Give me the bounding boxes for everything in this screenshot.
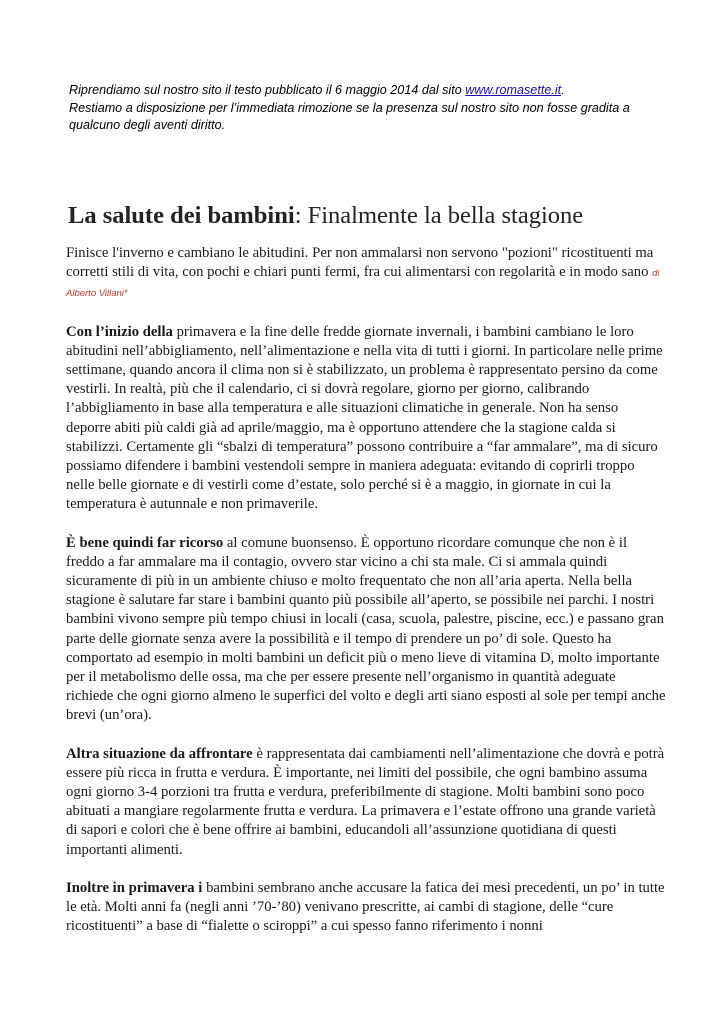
notice-period: . (561, 83, 565, 97)
article-paragraph-4 (66, 879, 666, 937)
paragraph-4-lead: Inoltre in primavera i (66, 879, 203, 896)
intro-text: Finisce l'inverno e cambiano le abitudini. Per non ammalarsi non servono "pozioni" ricostituenti ma corretti stili di vita, con pochi e chiari punti fermi, fra cui alimentarsi con regolarità e in modo sano (66, 245, 654, 281)
paragraph-3-text: è rappresentata dai cambiamenti nell’alimentazione che dovrà e potrà essere più ricca in frutta e verdura. È importante, nei limiti del possibile, che ogni bambino assuma ogni giorno 3-4 porzioni tra frutta e verdura, preferibilmente di stagione. Molti bambini sono poco abituati a mangiare regolarmente frutta e verdura. La primavera e l’estate offrono una grande varietà di sapori e colori che è bene offrire ai bambini, educandoli all’assunzione quotidiana di questi importanti alimenti. (66, 745, 665, 858)
paragraph-3-lead: Altra situazione da affrontare (66, 745, 253, 762)
article-author: di Alberto Villani* (66, 268, 660, 300)
article-paragraph-2 (66, 534, 666, 726)
article-paragraph-3 (66, 745, 666, 860)
article-title-main: La salute dei bambini (68, 202, 295, 229)
notice-line-2: Restiamo a disposizione per l’immediata rimozione se la presenza sul nostro sito non fosse gradita a qualcuno degli aventi diritto. (69, 100, 630, 132)
paragraph-1-lead: Con l’inizio della (66, 323, 173, 340)
paragraph-2-text: al comune buonsenso. È opportuno ricordare comunque che non è il freddo a far ammalare ma il contagio, ovvero star vicino a chi sta male. Ci si ammala quindi sicuramente di più in un ambiente chiuso e molto frequentato che non all’aria aperta. Nella bella stagione è salutare far stare i bambini quanto più possibile all’aperto, se possibile nei parchi. I nostri bambini vivono sempre più tempo chiusi in locali (casa, scuola, palestre, piscine, ecc.) e passano gran parte delle giornate senza avere la possibilità e il tempo di prendere un po’ di sole. Questo ha comportato ad esempio in molti bambini un deficit più o meno lieve di vitamina D, molto importante per il metabolismo delle ossa, ma che per essere presente nell’organismo in quantità adeguate richiede che ogni giorno almeno le superfici del volto e degli arti siano esposti al sole per tempi anche brevi (un’ora). (66, 534, 666, 724)
article-paragraph-1 (66, 323, 666, 515)
republication-notice (69, 82, 649, 135)
notice-source-text: Riprendiamo sul nostro sito il testo pubblicato il 6 maggio 2014 dal sito (69, 83, 466, 97)
article-title-subtitle: : Finalmente la bella stagione (294, 202, 584, 229)
paragraph-1-text: primavera e la fine delle fredde giornate invernali, i bambini cambiano le loro abitudini nell’abbigliamento, nell’alimentazione e nella vita di tutti i giorni. In particolare nelle prime settimane, quando ancora il clima non si è stabilizzato, un problema è rappresentato persino da come vestirli. In realtà, più che il calendario, ci si dovrà regolare, giorno per giorno, calibrando l’abbigliamento in base alla temperatura e alle situazioni climatiche in generale. Non ha senso deporre abiti più caldi già ad aprile/maggio, ma è opportuno attendere che la stagione calda si stabilizzi. Certamente gli “sbalzi di temperatura” possono contribuire a “far ammalare”, ma di sicuro possiamo difendere i bambini vestendoli sempre in maniera adeguata: evitando di coprirli troppo nelle belle giornate e di vestirli come d’estate, solo perché si è a maggio, in giornate in cui la temperatura è autunnale e non primaverile. (66, 323, 663, 513)
paragraph-4-text: bambini sembrano anche accusare la fatica dei mesi precedenti, un po’ in tutte le età. Molti anni fa (negli anni ’70-’80) venivano prescritte, ai cambi di stagione, delle “cure ricostituenti” a base di “fialette o sciroppi” a cui spesso fanno riferimento i nonni (66, 879, 665, 935)
article-intro (66, 244, 666, 304)
article-title (68, 201, 668, 231)
source-link[interactable]: www.romasette.it (465, 83, 562, 97)
paragraph-2-lead: È bene quindi far ricorso (66, 534, 224, 551)
article-body (66, 244, 666, 956)
notice-line-1 (69, 82, 649, 100)
